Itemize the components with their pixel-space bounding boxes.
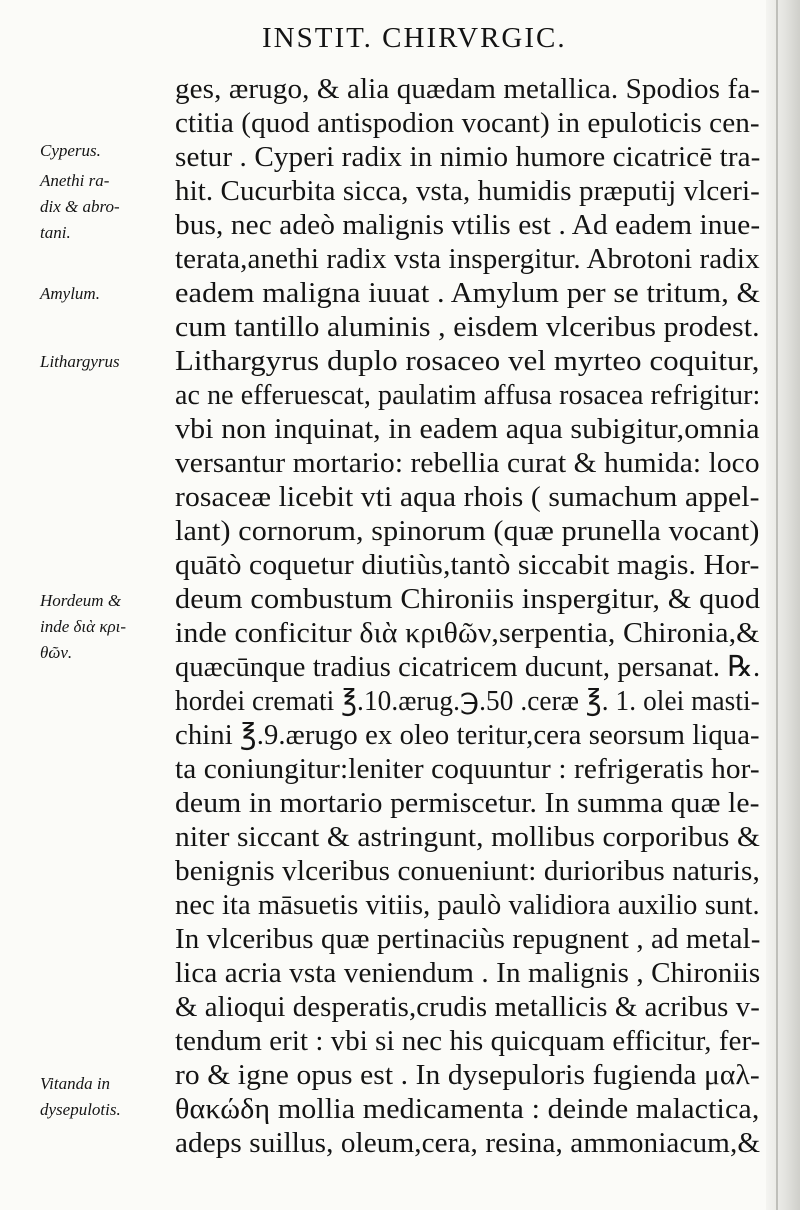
text-line: nec ita māsuetis vitiis, paulò validiora auxilio sunt.	[175, 889, 760, 921]
text-line: cum tantillo aluminis , eisdem vlceribus prodest.	[175, 311, 760, 343]
text-line: ac ne efferuescat, paulatim affusa rosacea refrigitur:	[175, 379, 761, 411]
margin-note-line: Hordeum &	[40, 591, 122, 610]
text-line: ges, ærugo, & alia quædam metallica. Spodios fa-	[175, 73, 761, 105]
text-line: vbi non inquinat, in eadem aqua subigitur,omnia	[175, 413, 760, 445]
text-line: lant) cornorum, spinorum (quæ prunella vocant)	[175, 515, 760, 547]
text-line: benignis vlceribus conueniunt: durioribus naturis,	[175, 855, 760, 887]
margin-note-line: Lithargyrus	[40, 352, 120, 371]
margin-note-hordeum	[40, 588, 175, 666]
margin-note-cyperus	[40, 138, 175, 164]
margin-note-line: θῶν.	[40, 643, 73, 662]
text-line: hordei cremati ℥.10.ærug.℈.50 .ceræ ℥. 1. olei masti-	[175, 685, 760, 717]
text-line: niter siccant & astringunt, mollibus corporibus &	[175, 821, 760, 853]
text-line: & alioqui desperatis,crudis metallicis & acribus v-	[175, 991, 760, 1023]
margin-note-lithargyrus	[40, 349, 175, 375]
margin-note-line: dysepulotis.	[40, 1100, 121, 1119]
margin-note-anethi	[40, 168, 175, 246]
text-line: Lithargyrus duplo rosaceo vel myrteo coquitur,	[175, 345, 760, 377]
text-line: eadem maligna iuuat . Amylum per se tritum, &	[175, 277, 761, 309]
text-line: rosaceæ licebit vti aqua rhois ( sumachum appel-	[175, 481, 760, 513]
text-line: quātò coquetur diutiùs,tantò siccabit magis. Hor-	[175, 549, 760, 581]
text-line: ctitia (quod antispodion vocant) in epuloticis cen-	[175, 107, 760, 139]
margin-note-line: inde διὰ κρι-	[40, 617, 127, 636]
text-line: inde conficitur διὰ κριθῶν,serpentia, Chironia,&	[175, 617, 760, 649]
text-line: versantur mortario: rebellia curat & humida: loco	[175, 447, 760, 479]
running-head: INSTIT. CHIRVRGIC.	[262, 22, 567, 54]
margin-note-line: Vitanda in	[40, 1074, 111, 1093]
text-line: ro & igne opus est . In dysepuloris fugienda μαλ-	[175, 1059, 760, 1091]
margin-note-line: dix & abro-	[40, 197, 120, 216]
text-line: tendum erit : vbi si nec his quicquam efficitur, fer-	[175, 1025, 761, 1057]
margin-note-line: Cyperus.	[40, 141, 101, 160]
text-line: quæcūnque tradius cicatricem ducunt, persanat. ℞.	[175, 651, 761, 683]
text-line: setur . Cyperi radix in nimio humore cicatricē tra-	[175, 141, 761, 173]
text-line: lica acria vsta veniendum . In malignis , Chironiis	[175, 957, 761, 989]
text-line: hit. Cucurbita sicca, vsta, humidis præputij vlceri-	[175, 175, 760, 207]
margin-note-vitanda	[40, 1071, 175, 1123]
text-line: chini ℥.9.ærugo ex oleo teritur,cera seorsum liqua-	[175, 719, 760, 751]
text-line: terata,anethi radix vsta inspergitur. Abrotoni radix	[175, 243, 760, 275]
text-line: ta coniungitur:leniter coquuntur : refrigeratis hor-	[175, 753, 760, 785]
margin-note-line: tani.	[40, 223, 71, 242]
margin-note-amylum	[40, 281, 175, 307]
text-line: deum combustum Chironiis inspergitur, & quod	[175, 583, 761, 615]
margin-note-line: Anethi ra-	[40, 171, 110, 190]
text-line: adeps suillus, oleum,cera, resina, ammoniacum,&	[175, 1127, 761, 1159]
text-line: bus, nec adeò malignis vtilis est . Ad eadem inue-	[175, 209, 761, 241]
text-line: In vlceribus quæ pertinaciùs repugnent , ad metal-	[175, 923, 761, 955]
margin-note-line: Amylum.	[40, 284, 100, 303]
text-line: deum in mortario permiscetur. In summa quæ le-	[175, 787, 760, 819]
text-line: θακώδη mollia medicamenta : deinde malactica,	[175, 1093, 760, 1125]
